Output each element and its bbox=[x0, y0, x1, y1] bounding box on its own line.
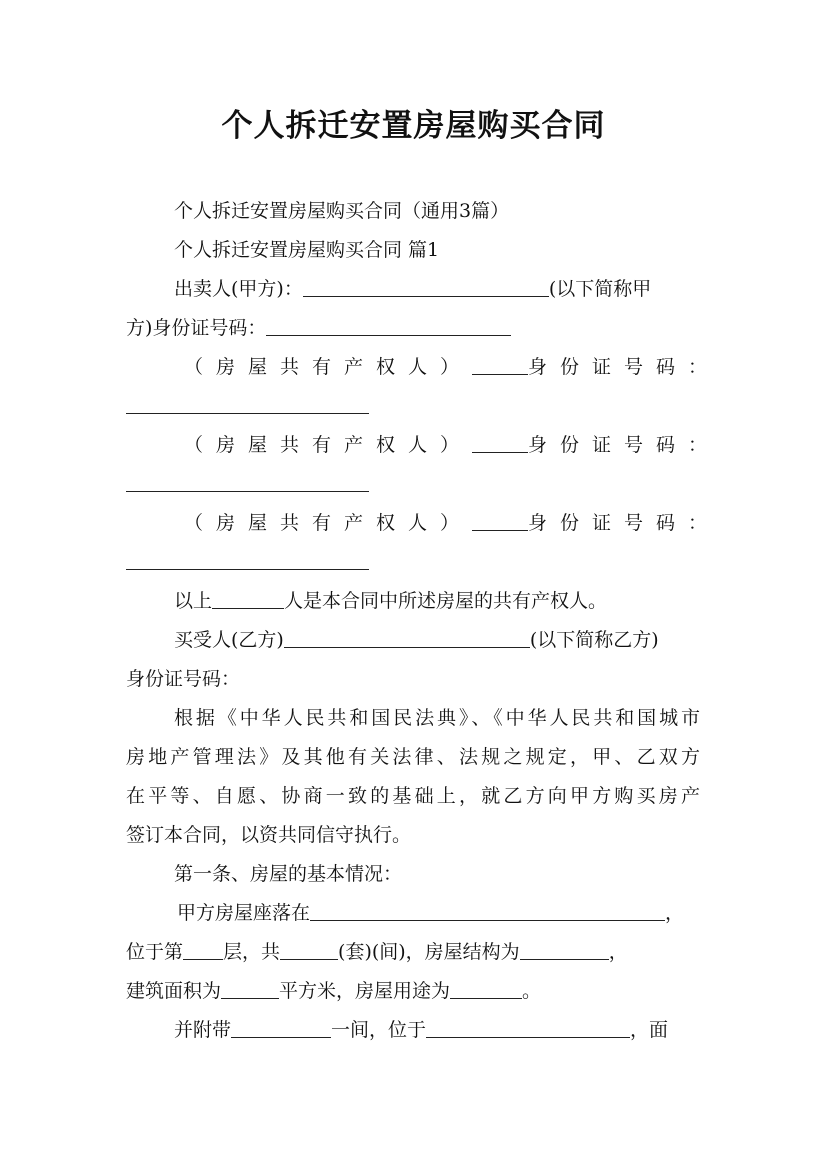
buyer-abbr-text: (以下简称乙方) bbox=[529, 629, 659, 651]
paragraph-text: 房地产管理法》及其他有关法律、法规之规定，甲、乙双方 bbox=[126, 746, 700, 768]
usage-label: 平方米，房屋用途为 bbox=[279, 980, 451, 1002]
paragraph-line bbox=[126, 778, 700, 814]
co-owner-label: （房屋共有产权人） bbox=[184, 356, 473, 378]
attached-blank bbox=[231, 1017, 331, 1038]
floor-label: 位于第 bbox=[126, 941, 184, 963]
subtitle-text: 个人拆迁安置房屋购买合同（通用3篇） bbox=[174, 200, 510, 222]
section-heading-text: 个人拆迁安置房屋购买合同 篇1 bbox=[174, 239, 440, 261]
co-owner-id-label: 身份证号码： bbox=[528, 512, 721, 534]
area-label: 建筑面积为 bbox=[126, 980, 222, 1002]
seller-id-label: 方)身份证号码： bbox=[126, 317, 267, 339]
buyer-id-label: 身份证号码： bbox=[126, 668, 241, 690]
attached-location-label: 一间，位于 bbox=[331, 1019, 427, 1041]
seller-id-blank bbox=[266, 315, 511, 336]
co-owner-id-blank bbox=[126, 393, 369, 414]
co-owner-line-2 bbox=[126, 427, 721, 463]
co-owner-id-line-1 bbox=[126, 388, 700, 424]
floor-blank bbox=[183, 939, 223, 960]
seller-abbr-text: (以下简称甲 bbox=[548, 278, 652, 300]
co-owner-count-prefix: 以上 bbox=[174, 590, 213, 612]
co-owner-blank bbox=[472, 432, 528, 453]
buyer-name-blank bbox=[284, 627, 530, 648]
paragraph-line bbox=[126, 700, 700, 736]
co-owner-id-blank bbox=[126, 471, 369, 492]
paragraph-line bbox=[126, 817, 700, 853]
article-heading-text: 第一条、房屋的基本情况： bbox=[174, 863, 403, 885]
location-blank bbox=[310, 900, 665, 921]
co-owner-id-line-2 bbox=[126, 466, 700, 502]
co-owner-id-label: 身份证号码： bbox=[528, 356, 721, 378]
co-owner-count-suffix: 人是本合同中所述房屋的共有产权人。 bbox=[284, 590, 608, 612]
area-blank bbox=[221, 978, 279, 999]
co-owner-count-line bbox=[126, 583, 700, 619]
co-owner-id-blank bbox=[126, 549, 369, 570]
co-owner-label: （房屋共有产权人） bbox=[184, 512, 473, 534]
co-owner-blank bbox=[472, 354, 528, 375]
co-owner-line-1 bbox=[126, 349, 721, 385]
paragraph-text: 签订本合同，以资共同信守执行。 bbox=[126, 824, 412, 846]
usage-blank bbox=[450, 978, 522, 999]
paragraph-text: 在平等、自愿、协商一致的基础上，就乙方向甲方购买房产 bbox=[126, 785, 700, 807]
structure-blank bbox=[520, 939, 609, 960]
punctuation: ， bbox=[608, 941, 628, 963]
structure-label: (套)(间)，房屋结构为 bbox=[338, 941, 520, 963]
co-owner-id-line-3 bbox=[126, 544, 700, 580]
document-title: 个人拆迁安置房屋购买合同 bbox=[221, 108, 606, 144]
co-owner-id-label: 身份证号码： bbox=[528, 434, 721, 456]
seller-id-line bbox=[126, 310, 700, 346]
co-owner-blank bbox=[472, 510, 528, 531]
units-label: 层，共 bbox=[223, 941, 281, 963]
co-owner-label: （房屋共有产权人） bbox=[184, 434, 473, 456]
buyer-label: 买受人(乙方) bbox=[174, 629, 284, 651]
buyer-line bbox=[126, 622, 700, 658]
units-blank bbox=[280, 939, 338, 960]
paragraph-text: 根据《中华人民共和国民法典》、《中华人民共和国城市 bbox=[174, 707, 700, 729]
property-location-line bbox=[126, 895, 700, 931]
contract-subtitle bbox=[126, 193, 700, 229]
punctuation: ， bbox=[665, 902, 685, 924]
co-owner-line-3 bbox=[126, 505, 721, 541]
punctuation: 。 bbox=[522, 980, 542, 1002]
property-floor-line bbox=[126, 934, 700, 970]
paragraph-line bbox=[126, 739, 700, 775]
attached-label: 并附带 bbox=[174, 1019, 232, 1041]
seller-line bbox=[126, 271, 700, 307]
property-area-line bbox=[126, 973, 700, 1009]
attached-property-line bbox=[126, 1012, 700, 1048]
location-label: 甲方房屋座落在 bbox=[177, 902, 311, 924]
seller-label: 出卖人(甲方)： bbox=[174, 278, 303, 300]
attached-area-label: ，面 bbox=[630, 1019, 669, 1041]
section-heading bbox=[126, 232, 700, 268]
seller-name-blank bbox=[303, 276, 549, 297]
co-owner-count-blank bbox=[212, 588, 284, 609]
buyer-id-line bbox=[126, 661, 700, 697]
article-heading bbox=[126, 856, 700, 892]
attached-location-blank bbox=[426, 1017, 630, 1038]
